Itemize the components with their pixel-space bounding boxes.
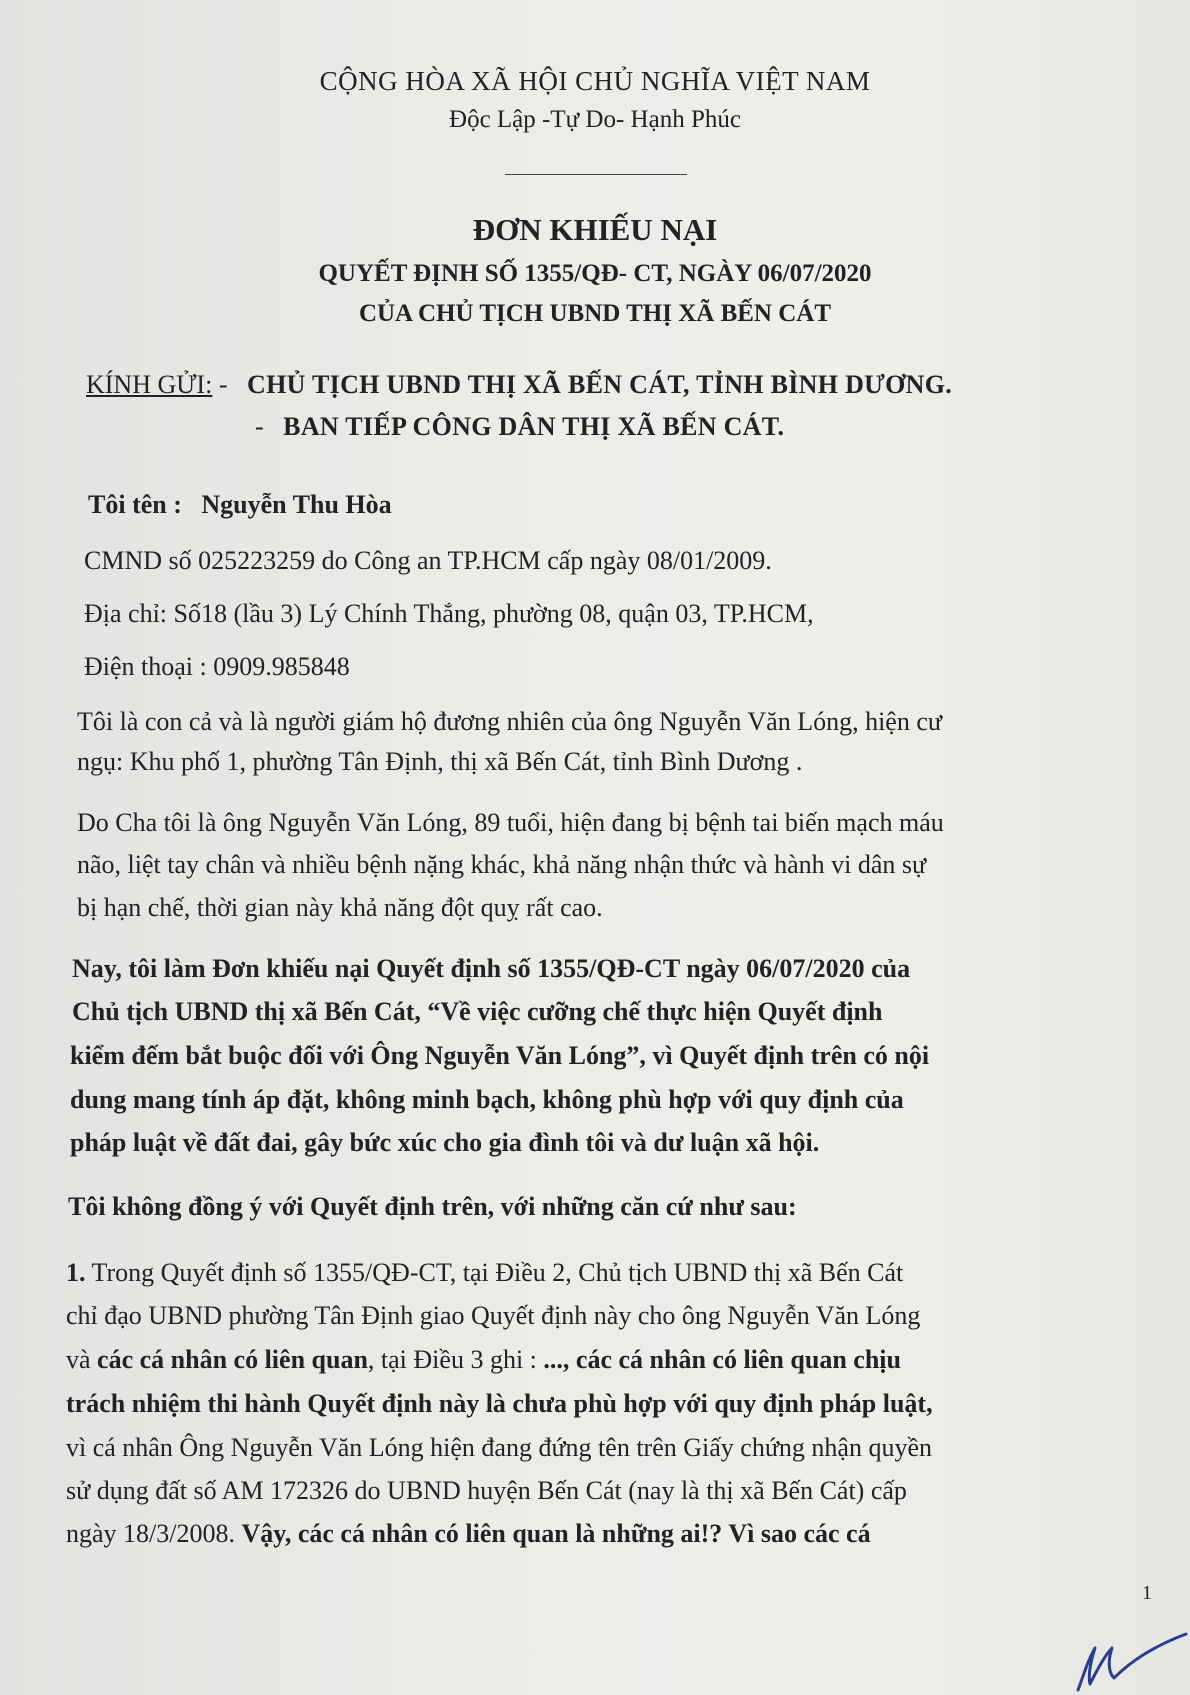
document-subtitle-issuer: CỦA CHỦ TỊCH UBND THỊ XÃ BẾN CÁT [358, 300, 832, 327]
body-text-line: bị hạn chế, thời gian này khả năng đột quỵ rất cao. [77, 893, 603, 922]
body-text-line: Tôi là con cả và là người giám hộ đương nhiên của ông Nguyễn Văn Lóng, hiện cư [77, 707, 942, 736]
addressee-bullet: - [255, 412, 271, 441]
body-text-line: vì cá nhân Ông Nguyễn Văn Lóng hiện đang đứng tên trên Giấy chứng nhận quyền [66, 1433, 932, 1462]
sender-name: Nguyễn Thu Hòa [201, 490, 392, 519]
body-text-line: ngụ: Khu phố 1, phường Tân Định, thị xã Bến Cát, tỉnh Bình Dương . [77, 747, 803, 776]
body-text-line: Do Cha tôi là ông Nguyễn Văn Lóng, 89 tuổi, hiện đang bị bệnh tai biến mạch máu [77, 808, 944, 837]
addressee-recipient-1: CHỦ TỊCH UBND THỊ XÃ BẾN CÁT, TỈNH BÌNH DƯƠNG. [247, 370, 953, 399]
body-text-line: 1. Trong Quyết định số 1355/QĐ-CT, tại Điều 2, Chủ tịch UBND thị xã Bến Cát [66, 1258, 904, 1287]
sender-phone-line: Điện thoại : 0909.985848 [84, 652, 350, 681]
body-text-line: chỉ đạo UBND phường Tân Định giao Quyết định này cho ông Nguyễn Văn Lóng [66, 1301, 921, 1330]
sender-name-label: Tôi tên : [88, 490, 189, 519]
addressee-bullet: - [212, 370, 234, 399]
addressee-line-2 [255, 412, 784, 442]
body-text-line-bold: Nay, tôi làm Đơn khiếu nại Quyết định số 1355/QĐ-CT ngày 06/07/2020 của [72, 954, 911, 983]
page-number: 1 [1142, 1582, 1152, 1604]
body-text-line: và các cá nhân có liên quan, tại Điều 3 ghi : ..., các cá nhân có liên quan chịu [66, 1345, 901, 1374]
body-text-line-bold: dung mang tính áp đặt, không minh bạch, không phù hợp với quy định của [70, 1085, 904, 1114]
sender-id-line: CMND số 025223259 do Công an TP.HCM cấp ngày 08/01/2009. [84, 546, 772, 575]
national-motto: Độc Lập -Tự Do- Hạnh Phúc [449, 106, 741, 133]
document-title: ĐƠN KHIẾU NẠI [472, 212, 718, 247]
sender-address-line: Địa chỉ: Số18 (lầu 3) Lý Chính Thắng, phường 08, quận 03, TP.HCM, [84, 599, 814, 628]
addressee-label: KÍNH GỬI: [86, 370, 213, 399]
signature-icon [1068, 1628, 1190, 1695]
addressee-line-1 [86, 370, 952, 400]
sender-name-line [88, 490, 392, 520]
body-text-line-bold: trách nhiệm thi hành Quyết định này là chưa phù hợp với quy định pháp luật, [66, 1389, 933, 1418]
body-text-line: sử dụng đất số AM 172326 do UBND huyện Bến Cát (nay là thị xã Bến Cát) cấp [66, 1476, 907, 1505]
header-divider [505, 174, 687, 175]
body-text-line-bold: kiểm đếm bắt buộc đối với Ông Nguyễn Văn Lóng”, vì Quyết định trên có nội [70, 1041, 930, 1070]
national-title: CỘNG HÒA XÃ HỘI CHỦ NGHĨA VIỆT NAM [319, 66, 871, 96]
body-text-line-bold: Chủ tịch UBND thị xã Bến Cát, “Về việc cưỡng chế thực hiện Quyết định [72, 997, 883, 1026]
body-heading-grounds: Tôi không đồng ý với Quyết định trên, với những căn cứ như sau: [68, 1192, 797, 1221]
addressee-recipient-2: BAN TIẾP CÔNG DÂN THỊ XÃ BẾN CÁT. [283, 412, 785, 441]
item-number: 1. [66, 1258, 86, 1287]
document-subtitle-decision: QUYẾT ĐỊNH SỐ 1355/QĐ- CT, NGÀY 06/07/2020 [318, 260, 872, 287]
body-text-line: não, liệt tay chân và nhiều bệnh nặng khác, khả năng nhận thức và hành vi dân sự [77, 850, 927, 879]
body-text-line: ngày 18/3/2008. Vậy, các cá nhân có liên quan là những ai!? Vì sao các cá [66, 1519, 871, 1548]
body-text-line-bold: pháp luật về đất đai, gây bức xúc cho gia đình tôi và dư luận xã hội. [70, 1128, 820, 1157]
